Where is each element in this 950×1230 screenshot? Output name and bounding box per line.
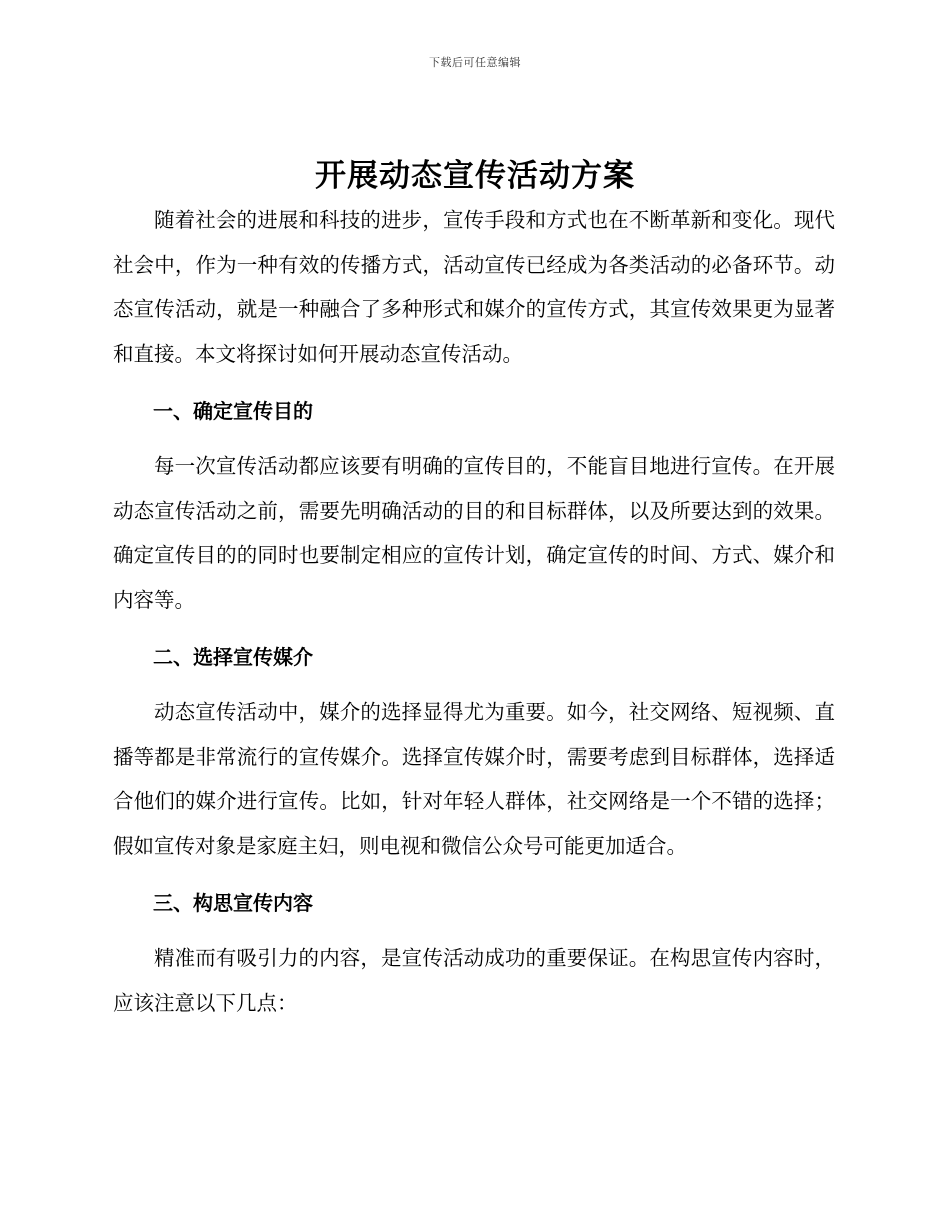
section-heading-media: 二、选择宣传媒介 <box>153 645 313 669</box>
document-body <box>113 198 835 1025</box>
section-heading-content: 三、构思宣传内容 <box>153 891 313 915</box>
document-title: 开展动态宣传活动方案 <box>315 158 635 194</box>
header-note: 下载后可任意编辑 <box>429 56 521 69</box>
section-body-media: 动态宣传活动中，媒介的选择显得尤为重要。如今，社交网络、短视频、直播等都是非常流行的宣传媒介。选择宣传媒介时，需要考虑到目标群体，选择适合他们的媒介进行宣传。比如，针对年轻人群体，社交网络是一个不错的选择；假如宣传对象是家庭主妇，则电视和微信公众号可能更加适合。 <box>113 700 835 858</box>
section-body-purpose: 每一次宣传活动都应该要有明确的宣传目的，不能盲目地进行宣传。在开展动态宣传活动之前，需要先明确活动的目的和目标群体，以及所要达到的效果。确定宣传目的的同时也要制定相应的宣传计划，确定宣传的时间、方式、媒介和内容等。 <box>113 454 835 612</box>
intro-paragraph: 随着社会的进展和科技的进步，宣传手段和方式也在不断革新和变化。现代社会中，作为一种有效的传播方式，活动宣传已经成为各类活动的必备环节。动态宣传活动，就是一种融合了多种形式和媒介的宣传方式，其宣传效果更为显著和直接。本文将探讨如何开展动态宣传活动。 <box>113 208 835 366</box>
section-heading-purpose: 一、确定宣传目的 <box>153 399 313 423</box>
section-body-content: 精准而有吸引力的内容，是宣传活动成功的重要保证。在构思宣传内容时，应该注意以下几点： <box>113 946 835 1015</box>
